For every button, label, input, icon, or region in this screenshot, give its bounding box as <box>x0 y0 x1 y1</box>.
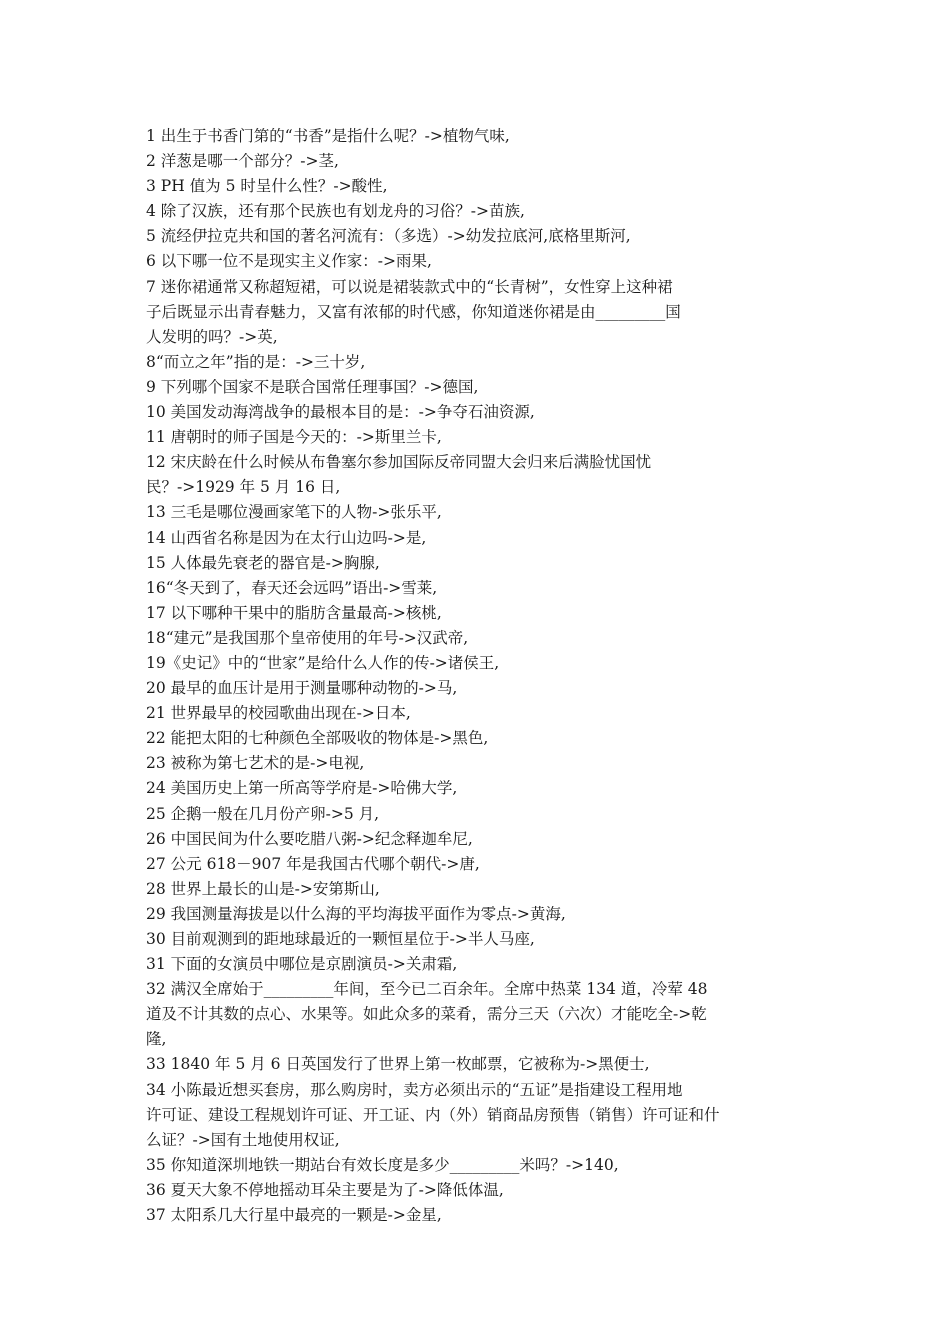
text-line: 16“冬天到了，春天还会远吗”语出->雪莱, <box>146 578 438 597</box>
text-line: 15 人体最先衰老的器官是->胸腺, <box>146 553 380 572</box>
text-line: 道及不计其数的点心、水果等。如此众多的菜肴，需分三天（六次）才能吃全->乾 <box>146 1005 707 1024</box>
text-line: 民？->1929 年 5 月 16 日, <box>146 478 341 497</box>
text-line: 许可证、建设工程规划许可证、开工证、内（外）销商品房预售（销售）许可证和什 <box>146 1105 720 1124</box>
text-line: 29 我国测量海拔是以什么海的平均海拔平面作为零点->黄海, <box>146 904 566 923</box>
text-line: 8“而立之年”指的是：->三十岁, <box>146 352 366 371</box>
text-line: 10 美国发动海湾战争的最根本目的是：->争夺石油资源, <box>146 403 535 422</box>
text-line: 么证？->国有土地使用权证, <box>146 1130 340 1149</box>
text-line: 28 世界上最长的山是->安第斯山, <box>146 879 380 898</box>
text-line: 14 山西省名称是因为在太行山边吗->是, <box>146 528 427 547</box>
text-line: 2 洋葱是哪一个部分？->茎, <box>146 152 339 171</box>
text-line: 18“建元”是我国那个皇帝使用的年号->汉武帝, <box>146 628 469 647</box>
text-line: 31 下面的女演员中哪位是京剧演员->关肃霜, <box>146 955 458 974</box>
text-line: 隆, <box>146 1030 167 1049</box>
text-line: 13 三毛是哪位漫画家笔下的人物->张乐平, <box>146 503 442 522</box>
text-line: 5 流经伊拉克共和国的著名河流有：（多选）->幼发拉底河,底格里斯河, <box>146 227 631 246</box>
text-line: 26 中国民间为什么要吃腊八粥->纪念释迦牟尼, <box>146 829 473 848</box>
text-line: 27 公元 618－907 年是我国古代哪个朝代->唐, <box>146 854 480 873</box>
text-line: 子后既显示出青春魅力，又富有浓郁的时代感，你知道迷你裙是由_________国 <box>146 302 681 321</box>
text-line: 7 迷你裙通常又称超短裙，可以说是裙装款式中的“长青树”，女性穿上这种裙 <box>146 277 673 296</box>
text-line: 12 宋庆龄在什么时候从布鲁塞尔参加国际反帝同盟大会归来后满脸忧国忧 <box>146 453 652 472</box>
text-line: 19《史记》中的“世家”是给什么人作的传->诸侯王, <box>146 653 500 672</box>
text-line: 32 满汉全席始于_________年间，至今已二百余年。全席中热菜 134 道，冷荤 48 <box>146 980 708 999</box>
text-line: 21 世界最早的校园歌曲出现在->日本, <box>146 704 411 723</box>
quiz-text-body <box>146 124 806 1228</box>
text-line: 4 除了汉族，还有那个民族也有划龙舟的习俗？->苗族, <box>146 202 525 221</box>
text-line: 22 能把太阳的七种颜色全部吸收的物体是->黑色, <box>146 729 489 748</box>
text-line: 24 美国历史上第一所高等学府是->哈佛大学, <box>146 779 458 798</box>
text-line: 34 小陈最近想买套房，那么购房时，卖方必须出示的“五证”是指建设工程用地 <box>146 1080 683 1099</box>
text-line: 9 下列哪个国家不是联合国常任理事国？->德国, <box>146 377 479 396</box>
text-line: 36 夏天大象不停地摇动耳朵主要是为了->降低体温, <box>146 1180 504 1199</box>
text-line: 33 1840 年 5 月 6 日英国发行了世界上第一枚邮票，它被称为->黑便士, <box>146 1055 650 1074</box>
text-line: 17 以下哪种干果中的脂肪含量最高->核桃, <box>146 603 442 622</box>
text-line: 23 被称为第七艺术的是->电视, <box>146 754 365 773</box>
text-line: 25 企鹅一般在几月份产卵->5 月, <box>146 804 380 823</box>
text-line: 20 最早的血压计是用于测量哪种动物的->马, <box>146 679 458 698</box>
text-line: 6 以下哪一位不是现实主义作家：->雨果, <box>146 252 432 271</box>
text-line: 35 你知道深圳地铁一期站台有效长度是多少_________米吗？->140, <box>146 1155 619 1174</box>
text-line: 3 PH 值为 5 时呈什么性？->酸性, <box>146 177 388 196</box>
text-line: 37 太阳系几大行星中最亮的一颗是->金星, <box>146 1206 442 1225</box>
text-line: 30 目前观测到的距地球最近的一颗恒星位于->半人马座, <box>146 930 535 948</box>
text-line: 1 出生于书香门第的“书香”是指什么呢？->植物气味, <box>146 127 510 145</box>
text-line: 人发明的吗？->英, <box>146 327 278 346</box>
text-line: 11 唐朝时的师子国是今天的：->斯里兰卡, <box>146 428 442 447</box>
